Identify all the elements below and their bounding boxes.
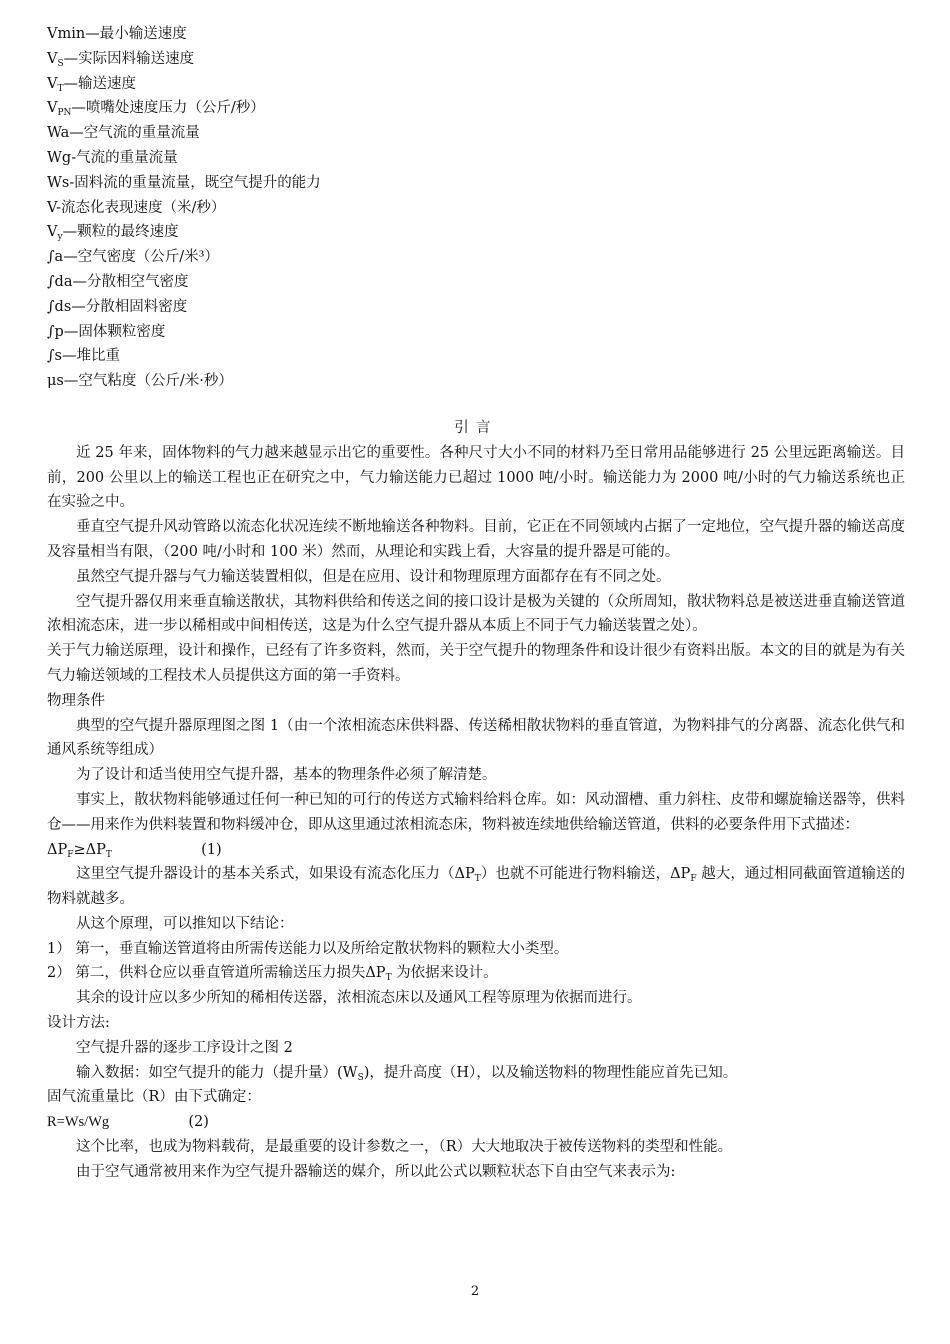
text: 越大，通过相同截面管道输送的物料就越多。 bbox=[47, 866, 905, 908]
symbol: μs bbox=[47, 373, 64, 390]
symbol-description: —空气流的重量流量 bbox=[69, 125, 200, 142]
symbol: V bbox=[47, 50, 58, 67]
eq-term: ≥ΔP bbox=[73, 841, 106, 858]
text: )，提升高度（H），以及输送物料的物理性能应首先已知。 bbox=[363, 1064, 738, 1081]
symbol-definition bbox=[47, 72, 905, 97]
paragraph: 由于空气通常被用来作为空气提升器输送的媒介，所以此公式以颗粒状态下自由空气来表示为: bbox=[76, 1163, 676, 1180]
symbol-subscript: PN bbox=[57, 108, 72, 119]
paragraph: 典型的空气提升器原理图之图 1（由一个浓相流态床供料器、传送稀相散状物料的垂直管道，为物料排气的分离器、流态化供气和通风系统等组成） bbox=[47, 717, 905, 759]
symbol-definition bbox=[47, 220, 905, 245]
equation-2 bbox=[47, 1110, 905, 1135]
symbol: ∫da bbox=[47, 273, 73, 290]
paragraph bbox=[47, 1061, 905, 1086]
symbol-subscript: S bbox=[57, 58, 64, 69]
equation-number: (1) bbox=[201, 841, 222, 858]
paragraph: 垂直空气提升风动管路以流态化状况连续不断地输送各种物料。目前，它正在不同领域内占据了一定地位，空气提升器的输送高度及容量相当有限，（200 吨/小时和 100 米）然而，从理论和实践上看，大容量的提升器是可能的。 bbox=[47, 519, 905, 560]
symbol-list bbox=[47, 22, 905, 394]
symbol-definition bbox=[47, 196, 905, 221]
symbol-description: —最小输送速度 bbox=[85, 26, 187, 42]
symbol-definition bbox=[47, 344, 905, 369]
symbol: Vmin bbox=[47, 26, 86, 42]
symbol: ∫p bbox=[47, 323, 64, 340]
text: 为依据来设计。 bbox=[391, 965, 498, 982]
symbol: V bbox=[47, 100, 58, 117]
symbol: V bbox=[47, 199, 57, 216]
text: ）也就不可能进行物料输送，ΔP bbox=[480, 866, 691, 883]
symbol-description: —空气粘度（公斤/米·秒） bbox=[63, 373, 233, 390]
paragraph: 固气流重量比（R）由下式确定： bbox=[47, 1089, 261, 1106]
symbol-definition bbox=[47, 96, 905, 121]
heading-physics: 物理条件 bbox=[47, 692, 105, 709]
list-item: 1） 第一，垂直输送管道将由所需传送能力以及所给定散状物料的颗粒大小类型。 bbox=[47, 940, 569, 957]
symbol-definition bbox=[47, 121, 905, 146]
symbol-description: -固料流的重量流量，既空气提升的能力 bbox=[69, 174, 321, 191]
symbol-definition bbox=[47, 369, 905, 394]
symbol-description: —分散相空气密度 bbox=[72, 273, 189, 290]
symbol-description: —固体颗粒密度 bbox=[63, 323, 166, 340]
equation-1 bbox=[47, 838, 905, 863]
symbol-definition bbox=[47, 171, 905, 196]
paragraph: 为了设计和适当使用空气提升器，基本的物理条件必须了解清楚。 bbox=[76, 767, 497, 784]
eq-term: ΔP bbox=[47, 841, 68, 858]
list-item bbox=[47, 961, 905, 986]
symbol: Wa bbox=[47, 125, 70, 142]
subscript: T bbox=[385, 973, 392, 984]
symbol: ∫s bbox=[47, 348, 62, 365]
document-page bbox=[47, 22, 905, 1185]
subscript: F bbox=[690, 874, 697, 885]
symbol-description: -气流的重量流量 bbox=[71, 149, 178, 166]
text: 这里空气提升器设计的基本关系式，如果设有流态化压力（ΔP bbox=[76, 866, 475, 883]
paragraph bbox=[47, 862, 905, 912]
paragraph: 其余的设计应以多少所知的稀相传送器，浓相流态床以及通风工程等原理为依据而进行。 bbox=[76, 990, 642, 1007]
equation-number: (2) bbox=[188, 1114, 209, 1131]
paragraph: 关于气力输送原理，设计和操作，已经有了许多资料，然而，关于空气提升的物理条件和设计很少有资料出版。本文的目的就是为有关气力输送领域的工程技术人员提供这方面的第一手资料。 bbox=[47, 643, 905, 684]
paragraph: 事实上，散状物料能够通过任何一种已知的可行的传送方式输料给料仓库。如：风动溜槽、重力斜柱、皮带和螺旋输送器等，供料仓——用来作为供料装置和物料缓冲仓，即从这里通过浓相流态床，物料被连续地供给输送管道，供料的必要条件用下式描述： bbox=[47, 791, 905, 833]
symbol: ∫a bbox=[47, 249, 64, 266]
symbol-description: —输送速度 bbox=[63, 75, 136, 92]
section-title: 引言 bbox=[454, 419, 498, 436]
paragraph: 空气提升器仅用来垂直输送散状，其物料供给和传送之间的接口设计是极为关键的（众所周知，散状物料总是被送进垂直输送管道浓相流态床，进一步以稀相或中间相传送，这是为什么空气提升器从本质上不同于气力输送装置之处）。 bbox=[47, 593, 905, 635]
eq-subscript: F bbox=[67, 849, 74, 860]
subscript: S bbox=[357, 1072, 364, 1083]
paragraph: 虽然空气提升器与气力输送装置相似，但是在应用、设计和物理原理方面都存在有不同之处。 bbox=[76, 568, 671, 585]
text: 输入数据：如空气提升的能力（提升量）(W bbox=[76, 1064, 358, 1081]
eq-subscript: T bbox=[105, 849, 112, 860]
paragraph: 近 25 年来，固体物料的气力越来越显示出它的重要性。各种尺寸大小不同的材料乃至日常用品能够进行 25 公里远距离输送。目前，200 公里以上的输送工程也正在研究之中，气力输送能力已超过 1000 吨/小时。输送能力为 2000 吨/小时的气力输送系统也正在实验之中。 bbox=[47, 444, 905, 511]
symbol-subscript: y bbox=[57, 232, 63, 243]
symbol-description: —喷嘴处速度压力（公斤/秒） bbox=[71, 100, 265, 117]
symbol: Wg bbox=[47, 149, 72, 166]
symbol-definition bbox=[47, 295, 905, 320]
eq-term: R=Ws/Wg bbox=[47, 1114, 110, 1131]
symbol-description: —空气密度（公斤/米³） bbox=[63, 249, 219, 266]
symbol-definition bbox=[47, 270, 905, 295]
subscript: T bbox=[474, 874, 481, 885]
text: 2） 第二，供料仓应以垂直管道所需输送压力损失ΔP bbox=[47, 965, 386, 982]
paragraph: 这个比率，也成为物料载荷，是最重要的设计参数之一，（R）大大地取决于被传送物料的类型和性能。 bbox=[76, 1139, 733, 1156]
symbol-definition bbox=[47, 47, 905, 72]
symbol: V bbox=[47, 224, 58, 241]
symbol-definition bbox=[47, 245, 905, 270]
paragraph: 空气提升器的逐步工序设计之图 2 bbox=[76, 1039, 293, 1056]
symbol-definition bbox=[47, 146, 905, 171]
symbol: ∫ds bbox=[47, 298, 72, 315]
symbol-definition bbox=[47, 320, 905, 345]
symbol-description: —堆比重 bbox=[62, 348, 120, 365]
symbol-description: —实际因料输送速度 bbox=[63, 50, 195, 67]
symbol-description: —分散相固料密度 bbox=[71, 298, 188, 315]
heading-design: 设计方法: bbox=[47, 1015, 110, 1032]
symbol-subscript: T bbox=[57, 83, 64, 94]
symbol-definition bbox=[47, 22, 905, 47]
page-number: 2 bbox=[470, 1284, 480, 1299]
symbol-description: -流态化表现速度（米/秒） bbox=[56, 199, 226, 216]
symbol: V bbox=[47, 75, 58, 92]
symbol: Ws bbox=[47, 174, 70, 191]
symbol-description: —颗粒的最终速度 bbox=[62, 224, 179, 241]
paragraph: 从这个原理，可以推知以下结论： bbox=[76, 915, 294, 932]
